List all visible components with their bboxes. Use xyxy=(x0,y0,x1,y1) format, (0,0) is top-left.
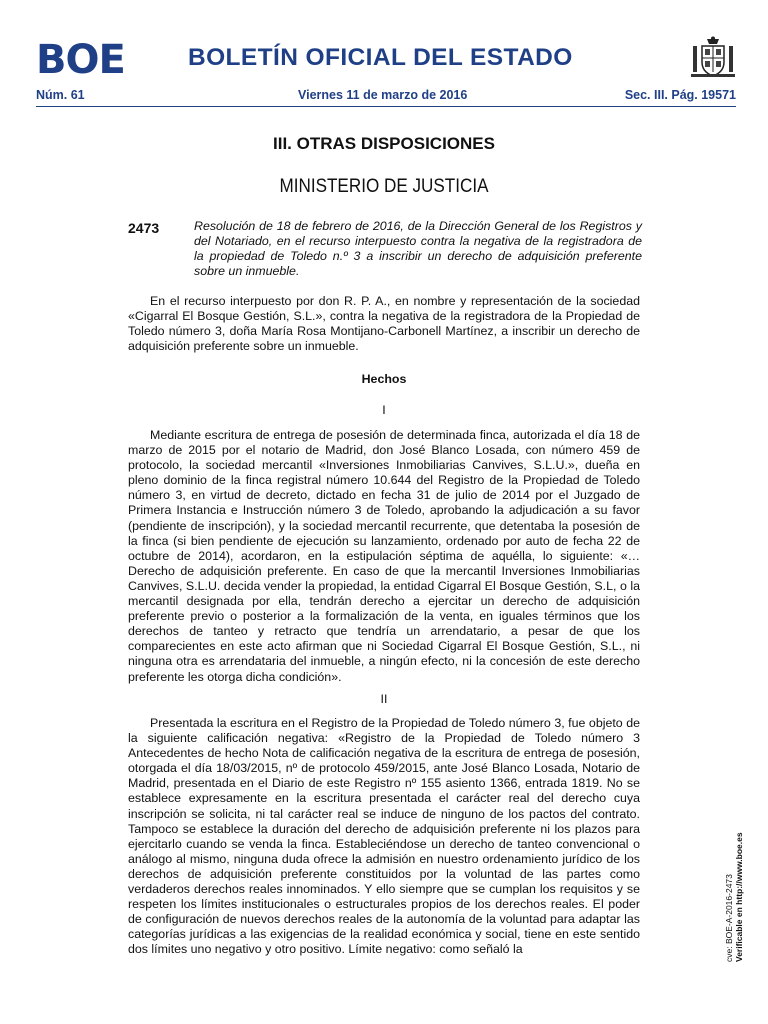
cve-url[interactable]: Verificable en http://www.boe.es xyxy=(734,832,744,962)
header-rule xyxy=(36,106,736,107)
section-title: III. OTRAS DISPOSICIONES xyxy=(273,134,495,153)
paragraph-1-text: Mediante escritura de entrega de posesión de determinada finca, autorizada el día 18 de marzo de 2015 por el notario de Madrid, don José Blanco Losada, con número 459 de protocolo, la sociedad mercantil «Inversiones Inmobiliarias Canvives, S.L.U.», dueña en pleno dominio de la finca registral número 10.644 del Registro de la Propiedad de Toledo número 3, en virtud de decreto, dictado en fecha 31 de julio de 2014 por el Juzgado de Primera Instancia e Instrucción número 3 de Toledo, aprobando la adjudicación a su favor (pendiente de inscripción), y la sociedad mercantil recurrente, que detentaba la posesión de la finca (si bien pendiente de ejecución su lanzamiento, ordenado por auto de fecha 22 de octubre de 2014), acordaron, en la estipulación séptima de aquélla, lo siguiente: «… Derecho de adquisición preferente. En caso de que la mercantil Inversiones Inmobiliarias Canvives, S.L.U. decida vender la propiedad, la entidad Cigarral El Bosque Gestión, S.L, o la mercantil designada por ella, tendrán derecho a ejercitar un derecho de adquisición preferente previo o posterior a la formalización de la venta, en iguales términos que los derechos de tanteo y retracto que tendría un arrendatario, a pesar de que los comparecientes en este acto afirman que ni Sociedad Cigarral El Bosque Gestión, S.L., ni ninguna otra es arrendataria del inmueble, a ningún efecto, ni la concesión de este derecho preferente les otorga dicha condición». xyxy=(128,428,640,684)
gazette-header xyxy=(0,0,768,112)
ministry-title: MINISTERIO DE JUSTICIA xyxy=(279,176,489,197)
cve-verification xyxy=(724,832,744,962)
document-number: 2473 xyxy=(128,220,160,236)
issue-number: Núm. 61 xyxy=(36,88,85,102)
paragraph-2 xyxy=(128,716,640,958)
intro-paragraph xyxy=(128,294,640,354)
coat-of-arms-icon xyxy=(690,36,736,80)
issue-date: Viernes 11 de marzo de 2016 xyxy=(298,88,468,102)
roman-numeral-1: I xyxy=(382,403,386,417)
boe-logo: BOE xyxy=(36,37,125,83)
cve-code: cve: BOE-A-2016-2473 xyxy=(724,874,734,962)
resolution-summary: Resolución de 18 de febrero de 2016, de la Dirección General de los Registros y del Notariado, en el recurso interpuesto contra la negativa de la registradora de la propiedad de Toledo n.º 3 a inscribir un derecho de adquisición preferente sobre un inmueble. xyxy=(194,219,642,278)
paragraph-1 xyxy=(128,428,640,685)
intro-text: En el recurso interpuesto por don R. P. A., en nombre y representación de la sociedad «Cigarral El Bosque Gestión, S.L.», contra la negativa de la registradora de la Propiedad de Toledo número 3, doña María Rosa Montijano-Carbonell Martínez, a inscribir un derecho de adquisición preferente sobre un inmueble. xyxy=(128,294,640,354)
gazette-title: BOLETÍN OFICIAL DEL ESTADO xyxy=(188,44,573,71)
roman-numeral-2: II xyxy=(380,692,388,706)
section-page: Sec. III. Pág. 19571 xyxy=(624,88,736,102)
paragraph-2-text: Presentada la escritura en el Registro de la Propiedad de Toledo número 3, fue objeto de la siguiente calificación negativa: «Registro de la Propiedad de Toledo número 3 Antecedentes de hecho Nota de calificación negativa de la escritura de entrega de posesión, otorgada el día 18/03/2015, nº de protocolo 459/2015, ante José Blanco Losada, Notario de Madrid, presentada en el Diario de este Registro nº 155 asiento 1366, entrada 1819. No se establece expresamente en la escritura presentada el carácter real del derecho cuya inscripción se solicita, ni tal carácter real se induce de ninguno de los pactos del contrato. Tampoco se establece la duración del derecho de adquisición preferente ni los plazos para ejercitarlo cuando se venda la finca. Estableciéndose un derecho de tanteo convencional o análogo al mismo, ninguna duda ofrece la admisión en nuestro ordenamiento jurídico de los derechos de adquisición preferente constituidos por la voluntad de las partes como verdaderos derechos reales innominados. Y ello siempre que se cumplan los requisitos y se respeten los límites institucionales o estructurales propios de los derechos reales. El poder de configuración de nuevos derechos reales de la autonomía de la voluntad para adaptar las categorías jurídicas a las exigencias de la realidad económica y social, tiene en este sentido dos límites uno negativo y otro positivo. Límite negativo: como señaló la xyxy=(128,716,640,957)
heading-hechos: Hechos xyxy=(361,372,407,386)
